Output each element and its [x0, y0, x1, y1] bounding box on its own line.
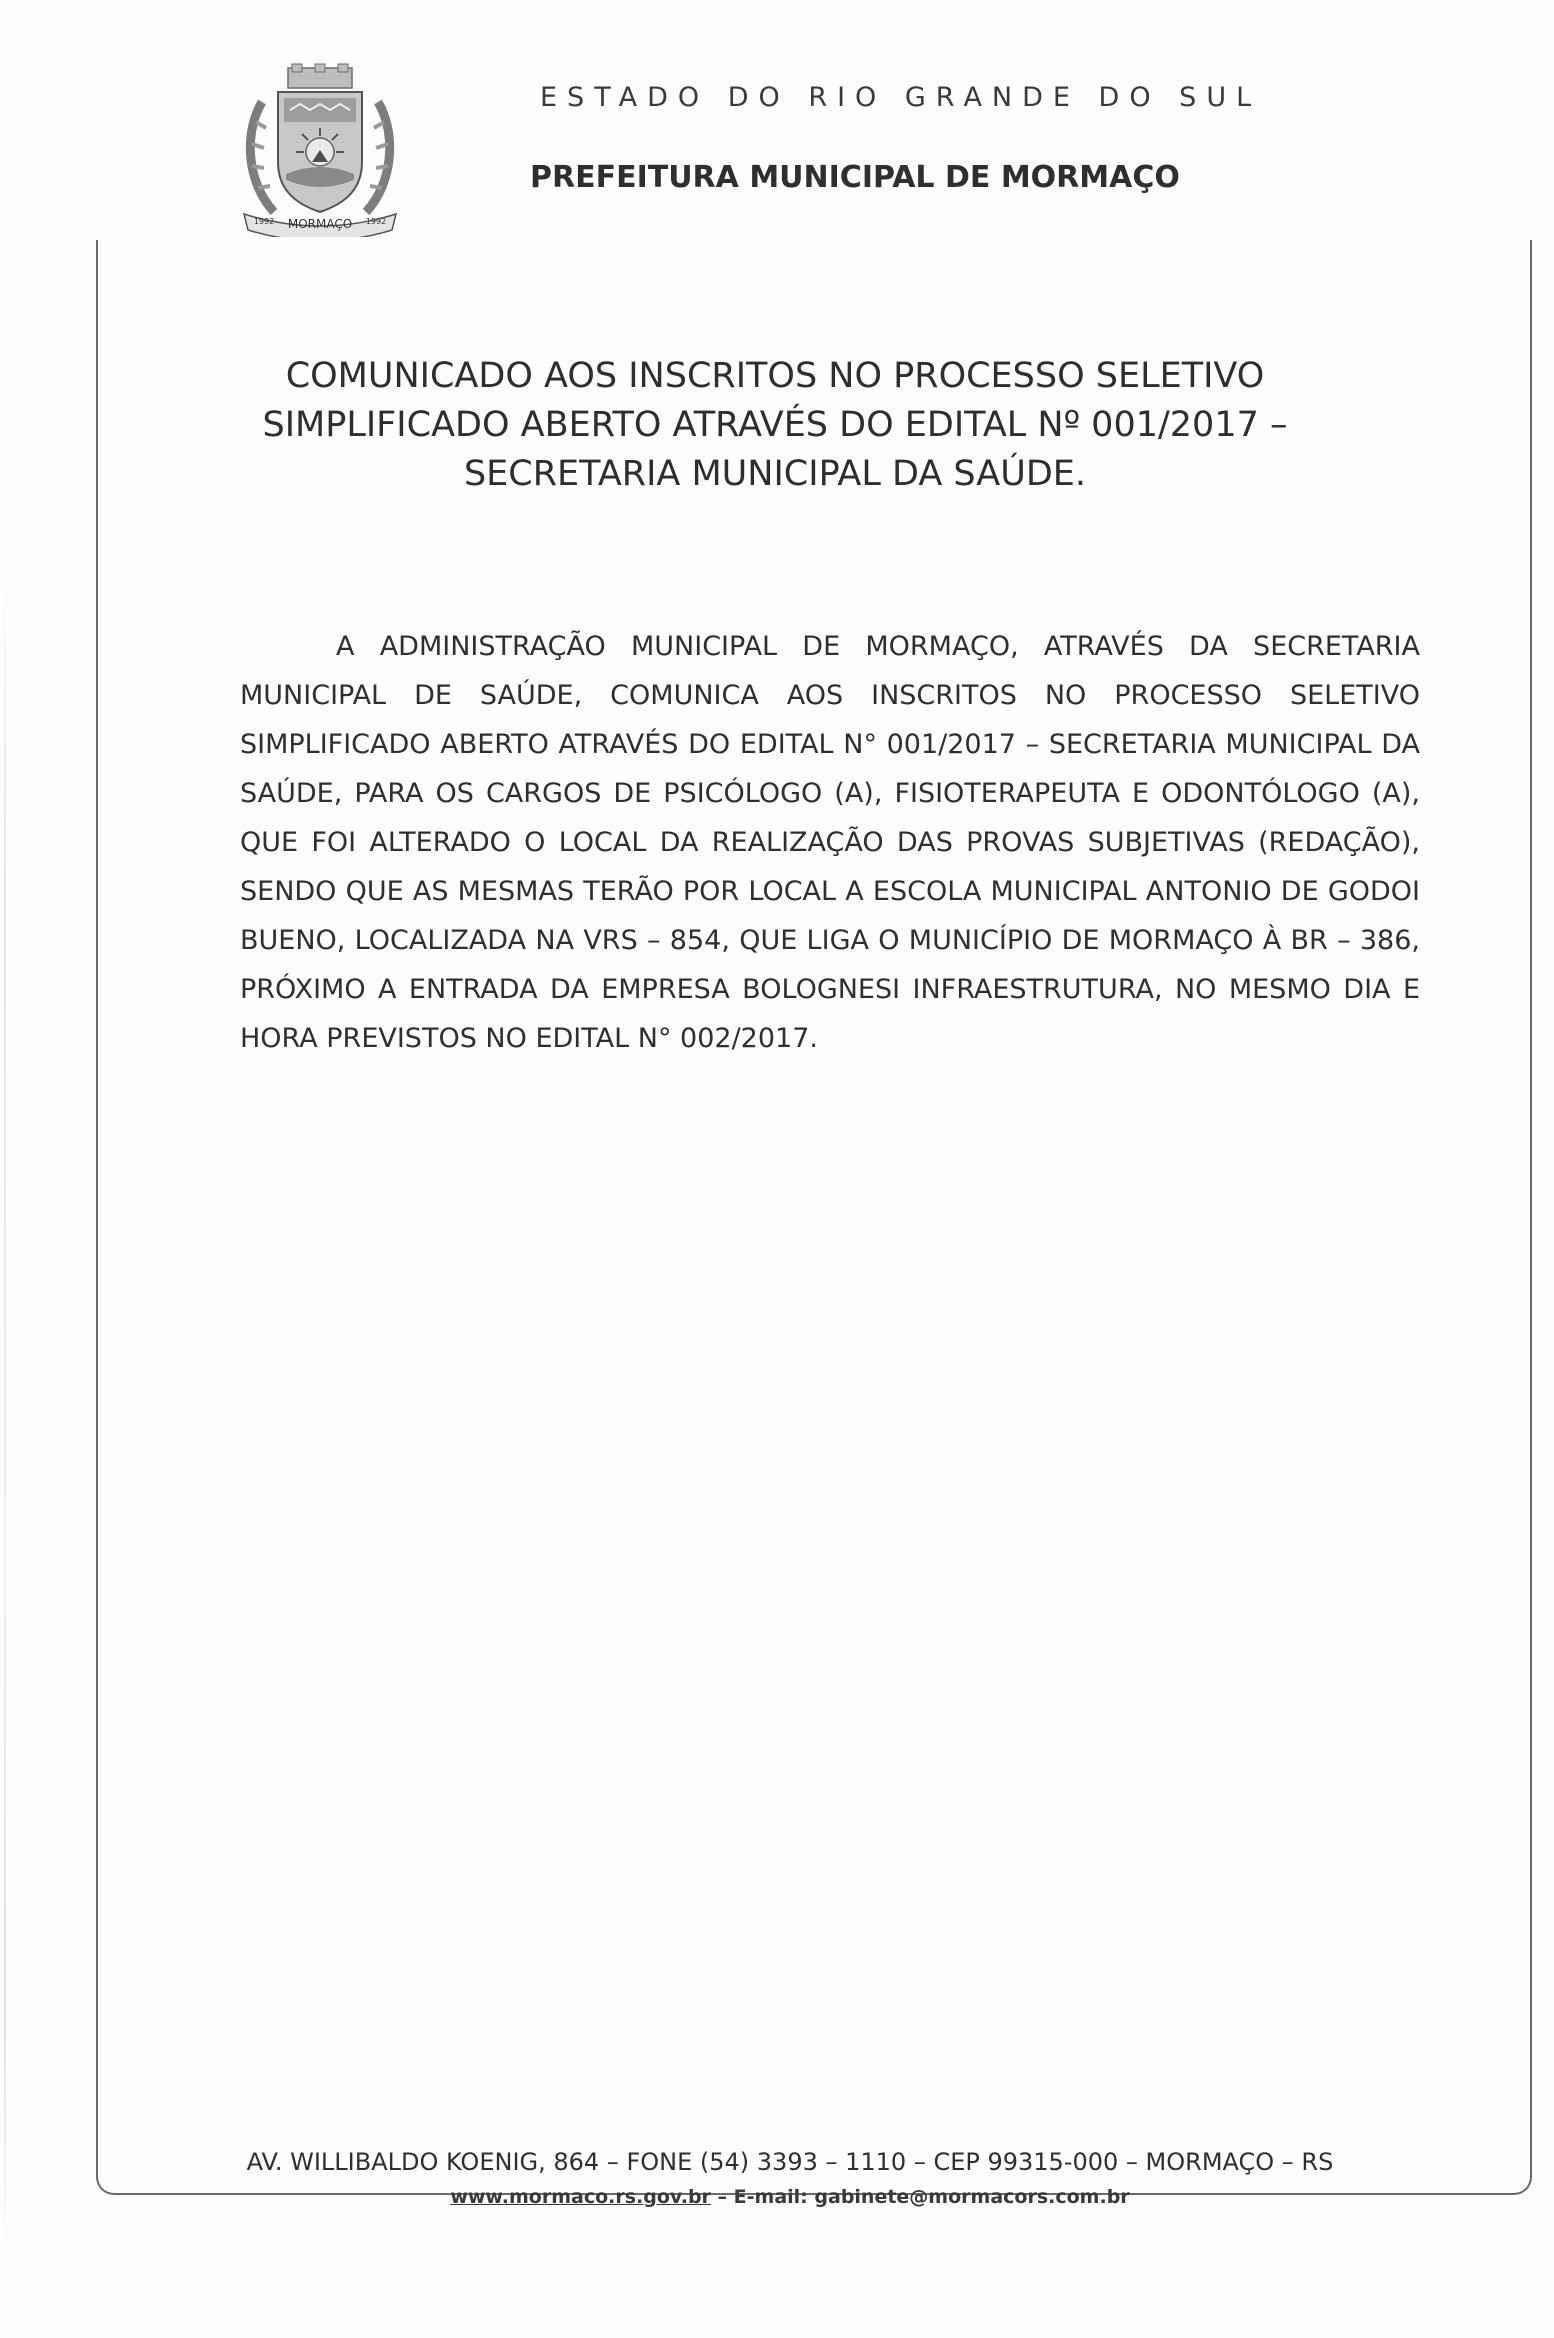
municipal-coat-of-arms-icon — [240, 62, 400, 237]
scan-edge-artifact — [4, 560, 6, 2260]
title-line: SIMPLIFICADO ABERTO ATRAVÉS DO EDITAL Nº 001/2017 – — [262, 405, 1288, 445]
footer-contact — [160, 2186, 1420, 2208]
seal-left-year: 1992 — [253, 217, 275, 226]
state-heading: ESTADO DO RIO GRANDE DO SUL — [540, 82, 1262, 113]
document-frame — [96, 240, 1532, 2195]
email-link[interactable]: gabinete@mormacors.com.br — [814, 2186, 1130, 2208]
website-link[interactable]: www.mormaco.rs.gov.br — [450, 2186, 711, 2208]
seal-ribbon-text: MORMAÇO — [287, 217, 353, 231]
document-title — [200, 352, 1350, 499]
document-body: A ADMINISTRAÇÃO MUNICIPAL DE MORMAÇO, ATRAVÉS DA SECRETARIA MUNICIPAL DE SAÚDE, COMUNICA AOS INSCRITOS NO PROCESSO SELETIVO SIMPLIFICADO ABERTO ATRAVÉS DO EDITAL N° 001/2017 – SECRETARIA MUNICIPAL DA SAÚDE, PARA OS CARGOS DE PSICÓLOGO (A), FISIOTERAPEUTA E ODONTÓLOGO (A), QUE FOI ALTERADO O LOCAL DA REALIZAÇÃO DAS PROVAS SUBJETIVAS (REDAÇÃO), SENDO QUE AS MESMAS TERÃO POR LOCAL A ESCOLA MUNICIPAL ANTONIO DE GODOI BUENO, LOCALIZADA NA VRS – 854, QUE LIGA O MUNICÍPIO DE MORMAÇO À BR – 386, PRÓXIMO A ENTRADA DA EMPRESA BOLOGNESI INFRAESTRUTURA, NO MESMO DIA E HORA PREVISTOS NO EDITAL N° 002/2017. — [240, 631, 1420, 1054]
title-line: SECRETARIA MUNICIPAL DA SAÚDE. — [463, 454, 1087, 494]
city-hall-heading: PREFEITURA MUNICIPAL DE MORMAÇO — [530, 160, 1180, 195]
footer-address: AV. WILLIBALDO KOENIG, 864 – FONE (54) 3393 – 1110 – CEP 99315-000 – MORMAÇO – RS — [246, 2148, 1334, 2176]
title-line: COMUNICADO AOS INSCRITOS NO PROCESSO SELETIVO — [285, 356, 1265, 396]
email-label: – E-mail: — [710, 2186, 815, 2208]
seal-right-year: 1992 — [365, 217, 387, 226]
